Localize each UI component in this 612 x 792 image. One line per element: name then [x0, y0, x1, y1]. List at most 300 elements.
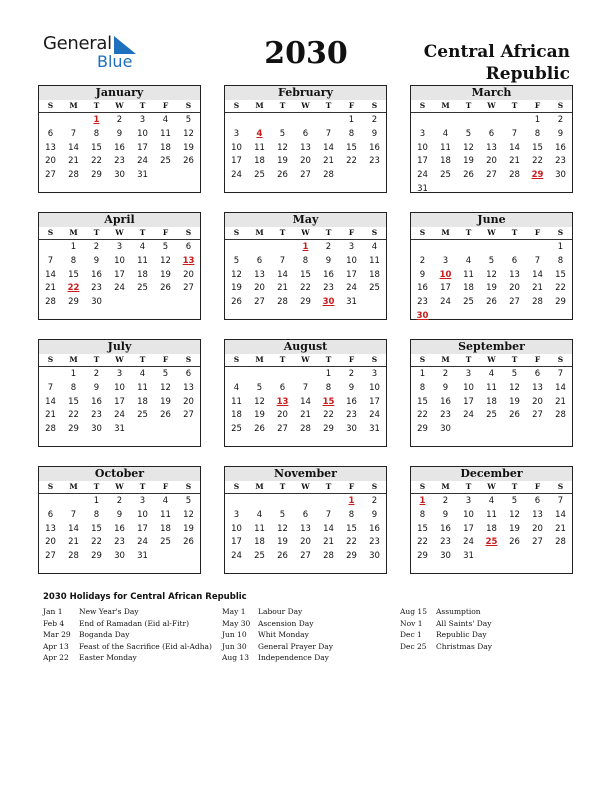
day-cell: 27: [486, 170, 497, 181]
day-cell: 11: [160, 128, 171, 139]
empty-cell: [480, 241, 503, 255]
day-cell: 8: [70, 382, 77, 393]
day-cell: 29: [417, 424, 428, 435]
holiday-day-cell: 1: [419, 496, 426, 506]
day-cell: 18: [254, 537, 265, 548]
day-cell: 1: [70, 369, 77, 379]
month-november: [224, 466, 387, 574]
weekday-label: S: [233, 482, 240, 491]
empty-cell: [271, 114, 294, 128]
day-cell: 26: [509, 410, 520, 421]
day-cell: 18: [254, 156, 265, 167]
day-cell: 27: [509, 297, 520, 308]
holiday-column: [400, 606, 492, 652]
day-cell: 29: [417, 551, 428, 562]
holiday-item: [400, 629, 492, 641]
day-cell: 31: [137, 551, 148, 562]
day-cell: 5: [488, 255, 495, 266]
day-cell: 19: [160, 269, 171, 280]
weekday-label: S: [371, 355, 378, 364]
day-cell: 15: [300, 269, 311, 280]
day-cell: 13: [509, 269, 520, 280]
day-cell: 19: [160, 396, 171, 407]
weekday-label: F: [162, 101, 169, 110]
day-cell: 21: [323, 537, 334, 548]
day-cell: 17: [137, 142, 148, 153]
day-cell: 6: [256, 255, 263, 266]
day-cell: 15: [532, 142, 543, 153]
day-cell: 13: [254, 269, 265, 280]
day-cell: 20: [45, 156, 56, 167]
weekday-label: F: [534, 228, 541, 237]
month-april: [38, 212, 201, 320]
day-cell: 31: [114, 424, 125, 435]
day-cell: 17: [231, 156, 242, 167]
day-cell: 26: [183, 156, 194, 167]
day-cell: 14: [509, 142, 520, 153]
day-cell: 27: [300, 551, 311, 562]
day-cell: 6: [185, 242, 192, 252]
day-cell: 8: [419, 509, 426, 520]
day-cell: 21: [509, 156, 520, 167]
weekday-header: [39, 354, 200, 367]
day-cell: 17: [346, 269, 357, 280]
weekday-label: T: [511, 101, 518, 110]
day-cell: 31: [463, 551, 474, 562]
day-cell: 7: [47, 255, 54, 266]
generalblue-logo: [43, 33, 143, 73]
day-cell: 25: [440, 170, 451, 181]
holiday-name: All Saints' Day: [436, 618, 492, 628]
weekday-label: T: [93, 228, 100, 237]
day-cell: 7: [557, 369, 564, 379]
weekday-label: W: [487, 101, 496, 110]
day-cell: 6: [534, 369, 541, 379]
month-name: April: [39, 213, 200, 227]
holiday-item: [222, 641, 333, 653]
day-cell: 22: [68, 410, 79, 421]
holiday-date: May 30: [222, 618, 251, 628]
day-cell: 14: [300, 396, 311, 407]
day-cell: 14: [532, 269, 543, 280]
day-cell: 28: [277, 297, 288, 308]
weekday-label: W: [115, 355, 124, 364]
empty-cell: [317, 114, 340, 128]
day-cell: 22: [346, 156, 357, 167]
month-name: February: [225, 86, 386, 100]
month-name: November: [225, 467, 386, 481]
weekday-label: M: [441, 355, 450, 364]
day-cell: 19: [486, 283, 497, 294]
day-cell: 15: [91, 523, 102, 534]
holiday-item: [400, 618, 492, 630]
weekday-label: S: [47, 228, 54, 237]
empty-cell: [225, 495, 248, 509]
day-cell: 30: [346, 424, 357, 435]
day-cell: 13: [183, 382, 194, 393]
month-september: [410, 339, 573, 447]
weekday-label: T: [511, 482, 518, 491]
holiday-day-cell: 30: [416, 310, 429, 321]
day-cell: 4: [442, 128, 449, 139]
day-cell: 5: [279, 128, 286, 139]
day-cell: 10: [114, 255, 125, 266]
holiday-name: Assumption: [436, 607, 481, 616]
weekday-label: M: [255, 355, 264, 364]
day-cell: 21: [300, 410, 311, 421]
weekday-label: W: [487, 228, 496, 237]
day-cell: 28: [323, 551, 334, 562]
weekday-label: S: [419, 482, 426, 491]
day-cell: 24: [463, 537, 474, 548]
day-cell: 26: [463, 170, 474, 181]
day-cell: 22: [346, 537, 357, 548]
day-cell: 7: [557, 496, 564, 506]
day-cell: 11: [160, 509, 171, 520]
day-cell: 6: [47, 509, 54, 520]
empty-cell: [294, 495, 317, 509]
country-title: Central African Republic: [423, 42, 570, 84]
day-cell: 7: [302, 382, 309, 393]
day-cell: 26: [160, 283, 171, 294]
day-grid: [411, 367, 572, 437]
weekday-label: M: [441, 228, 450, 237]
month-march: [410, 85, 573, 193]
day-cell: 23: [323, 283, 334, 294]
empty-cell: [248, 368, 271, 382]
weekday-label: T: [325, 482, 332, 491]
empty-cell: [39, 368, 62, 382]
empty-cell: [317, 495, 340, 509]
day-cell: 16: [369, 142, 380, 153]
day-cell: 2: [348, 369, 355, 379]
day-cell: 14: [323, 142, 334, 153]
day-cell: 28: [555, 410, 566, 421]
month-may: [224, 212, 387, 320]
day-cell: 17: [231, 537, 242, 548]
holiday-name: New Year's Day: [79, 607, 139, 616]
day-cell: 20: [509, 283, 520, 294]
day-cell: 24: [463, 410, 474, 421]
day-cell: 4: [488, 496, 495, 506]
holiday-day-cell: 22: [67, 283, 80, 294]
day-cell: 28: [45, 297, 56, 308]
day-cell: 11: [254, 142, 265, 153]
day-cell: 1: [93, 496, 100, 506]
day-cell: 15: [346, 142, 357, 153]
empty-cell: [271, 495, 294, 509]
day-cell: 30: [114, 170, 125, 181]
day-cell: 27: [45, 170, 56, 181]
weekday-label: M: [441, 101, 450, 110]
weekday-label: F: [162, 482, 169, 491]
weekday-label: S: [185, 355, 192, 364]
day-cell: 8: [534, 128, 541, 139]
day-cell: 6: [185, 369, 192, 379]
day-cell: 3: [233, 128, 240, 139]
day-cell: 22: [532, 156, 543, 167]
holiday-name: General Prayer Day: [258, 641, 334, 651]
weekday-label: W: [487, 482, 496, 491]
day-cell: 18: [369, 269, 380, 280]
weekday-header: [39, 100, 200, 113]
day-grid: [39, 113, 200, 183]
holiday-name: Easter Monday: [79, 653, 137, 662]
day-cell: 22: [417, 537, 428, 548]
day-cell: 4: [371, 242, 378, 252]
empty-cell: [39, 495, 62, 509]
day-cell: 7: [534, 255, 541, 266]
day-cell: 12: [160, 382, 171, 393]
day-cell: 1: [534, 115, 541, 125]
day-cell: 12: [486, 269, 497, 280]
day-cell: 26: [231, 297, 242, 308]
weekday-header: [39, 227, 200, 240]
day-cell: 22: [91, 156, 102, 167]
holiday-date: Jun 10: [222, 630, 247, 639]
day-cell: 28: [323, 170, 334, 181]
day-cell: 2: [442, 369, 449, 379]
day-cell: 23: [91, 283, 102, 294]
day-cell: 18: [463, 283, 474, 294]
weekday-label: W: [301, 355, 310, 364]
day-cell: 6: [511, 255, 518, 266]
day-cell: 8: [93, 509, 100, 520]
day-cell: 21: [555, 396, 566, 407]
day-cell: 21: [555, 523, 566, 534]
day-cell: 25: [369, 283, 380, 294]
day-cell: 25: [254, 170, 265, 181]
day-cell: 12: [160, 255, 171, 266]
logo-word-general: General: [43, 33, 112, 54]
day-cell: 1: [557, 242, 564, 252]
day-cell: 9: [371, 128, 378, 139]
weekday-label: T: [139, 101, 146, 110]
day-cell: 5: [511, 496, 518, 506]
day-cell: 10: [137, 128, 148, 139]
holiday-name: Republic Day: [436, 630, 487, 639]
day-cell: 9: [116, 128, 123, 139]
day-cell: 2: [557, 115, 564, 125]
day-cell: 3: [371, 369, 378, 379]
day-cell: 19: [183, 142, 194, 153]
empty-cell: [294, 368, 317, 382]
day-cell: 5: [162, 369, 169, 379]
holiday-date: Jan 1: [43, 607, 63, 616]
day-cell: 15: [346, 523, 357, 534]
empty-cell: [225, 241, 248, 255]
day-cell: 12: [509, 382, 520, 393]
day-cell: 7: [325, 128, 332, 139]
day-cell: 24: [417, 170, 428, 181]
day-cell: 10: [346, 255, 357, 266]
day-cell: 9: [116, 509, 123, 520]
day-cell: 27: [183, 410, 194, 421]
day-cell: 11: [254, 523, 265, 534]
day-cell: 11: [137, 255, 148, 266]
day-cell: 17: [114, 396, 125, 407]
weekday-label: F: [162, 355, 169, 364]
day-cell: 21: [68, 537, 79, 548]
day-cell: 15: [68, 269, 79, 280]
day-cell: 12: [277, 142, 288, 153]
day-cell: 17: [114, 269, 125, 280]
day-cell: 29: [323, 424, 334, 435]
day-cell: 22: [323, 410, 334, 421]
day-cell: 26: [509, 537, 520, 548]
day-cell: 9: [348, 382, 355, 393]
day-cell: 2: [93, 369, 100, 379]
day-cell: 8: [348, 128, 355, 139]
weekday-label: T: [139, 355, 146, 364]
day-cell: 6: [302, 509, 309, 520]
weekday-label: M: [69, 228, 78, 237]
holiday-item: [222, 606, 333, 618]
day-cell: 21: [45, 283, 56, 294]
empty-cell: [294, 114, 317, 128]
day-cell: 30: [91, 297, 102, 308]
holiday-date: Mar 29: [43, 630, 71, 639]
holiday-name: Boganda Day: [79, 630, 130, 639]
day-cell: 28: [45, 424, 56, 435]
day-cell: 20: [486, 156, 497, 167]
day-cell: 4: [256, 509, 263, 520]
day-cell: 9: [419, 269, 426, 280]
day-cell: 30: [555, 170, 566, 181]
month-name: August: [225, 340, 386, 354]
empty-cell: [62, 114, 85, 128]
weekday-header: [411, 227, 572, 240]
day-cell: 8: [557, 255, 564, 266]
day-cell: 20: [532, 396, 543, 407]
weekday-label: W: [115, 101, 124, 110]
day-cell: 3: [139, 496, 146, 506]
day-cell: 4: [139, 369, 146, 379]
day-cell: 18: [486, 523, 497, 534]
day-grid: [225, 367, 386, 437]
day-grid: [225, 240, 386, 310]
day-cell: 5: [511, 369, 518, 379]
day-cell: 29: [68, 424, 79, 435]
empty-cell: [225, 114, 248, 128]
day-cell: 16: [440, 396, 451, 407]
day-cell: 2: [116, 115, 123, 125]
day-cell: 1: [325, 369, 332, 379]
day-cell: 30: [91, 424, 102, 435]
day-cell: 19: [183, 523, 194, 534]
day-cell: 31: [346, 297, 357, 308]
day-cell: 27: [532, 410, 543, 421]
day-cell: 16: [114, 142, 125, 153]
weekday-header: [225, 100, 386, 113]
holiday-date: Apr 13: [43, 641, 69, 651]
holiday-item: [43, 641, 212, 653]
day-cell: 20: [183, 269, 194, 280]
weekday-label: S: [47, 101, 54, 110]
empty-cell: [248, 495, 271, 509]
day-grid: [39, 367, 200, 437]
holiday-date: May 1: [222, 607, 246, 616]
weekday-label: S: [557, 228, 564, 237]
day-cell: 19: [277, 537, 288, 548]
day-cell: 13: [45, 142, 56, 153]
day-cell: 14: [277, 269, 288, 280]
holiday-date: Nov 1: [400, 618, 423, 628]
day-cell: 8: [419, 382, 426, 393]
empty-cell: [411, 114, 434, 128]
weekday-label: T: [139, 228, 146, 237]
day-cell: 17: [137, 523, 148, 534]
day-cell: 17: [463, 523, 474, 534]
day-cell: 5: [256, 382, 263, 393]
day-cell: 7: [511, 128, 518, 139]
day-cell: 29: [346, 551, 357, 562]
day-cell: 6: [534, 496, 541, 506]
day-cell: 12: [254, 396, 265, 407]
day-cell: 19: [277, 156, 288, 167]
weekday-label: S: [47, 482, 54, 491]
day-cell: 28: [68, 551, 79, 562]
weekday-label: T: [325, 228, 332, 237]
day-cell: 3: [419, 128, 426, 139]
empty-cell: [39, 241, 62, 255]
day-cell: 28: [509, 170, 520, 181]
day-cell: 24: [440, 297, 451, 308]
weekday-label: S: [371, 482, 378, 491]
weekday-label: T: [325, 101, 332, 110]
weekday-label: S: [557, 355, 564, 364]
day-cell: 26: [254, 424, 265, 435]
weekday-label: T: [279, 355, 286, 364]
day-cell: 9: [93, 255, 100, 266]
day-cell: 3: [348, 242, 355, 252]
day-cell: 12: [509, 509, 520, 520]
day-cell: 16: [114, 523, 125, 534]
day-cell: 15: [417, 396, 428, 407]
day-cell: 10: [463, 382, 474, 393]
weekday-label: F: [534, 101, 541, 110]
day-cell: 21: [277, 283, 288, 294]
weekday-label: T: [465, 101, 472, 110]
holiday-date: Dec 1: [400, 630, 422, 639]
weekday-label: T: [325, 355, 332, 364]
day-cell: 27: [532, 537, 543, 548]
day-grid: [225, 113, 386, 183]
day-cell: 13: [300, 523, 311, 534]
weekday-header: [411, 481, 572, 494]
day-cell: 23: [114, 156, 125, 167]
day-cell: 6: [488, 128, 495, 139]
day-cell: 10: [463, 509, 474, 520]
holiday-day-cell: 1: [93, 115, 100, 125]
day-cell: 25: [231, 424, 242, 435]
weekday-label: F: [348, 355, 355, 364]
month-name: June: [411, 213, 572, 227]
day-cell: 17: [417, 156, 428, 167]
day-cell: 5: [162, 242, 169, 252]
day-cell: 14: [45, 396, 56, 407]
day-cell: 3: [465, 496, 472, 506]
empty-cell: [62, 495, 85, 509]
day-cell: 3: [233, 509, 240, 520]
day-cell: 16: [91, 269, 102, 280]
holiday-date: Aug 15: [400, 607, 427, 616]
day-cell: 13: [532, 509, 543, 520]
day-cell: 7: [70, 509, 77, 520]
holiday-day-cell: 1: [302, 242, 309, 252]
empty-cell: [503, 241, 526, 255]
day-cell: 21: [532, 283, 543, 294]
